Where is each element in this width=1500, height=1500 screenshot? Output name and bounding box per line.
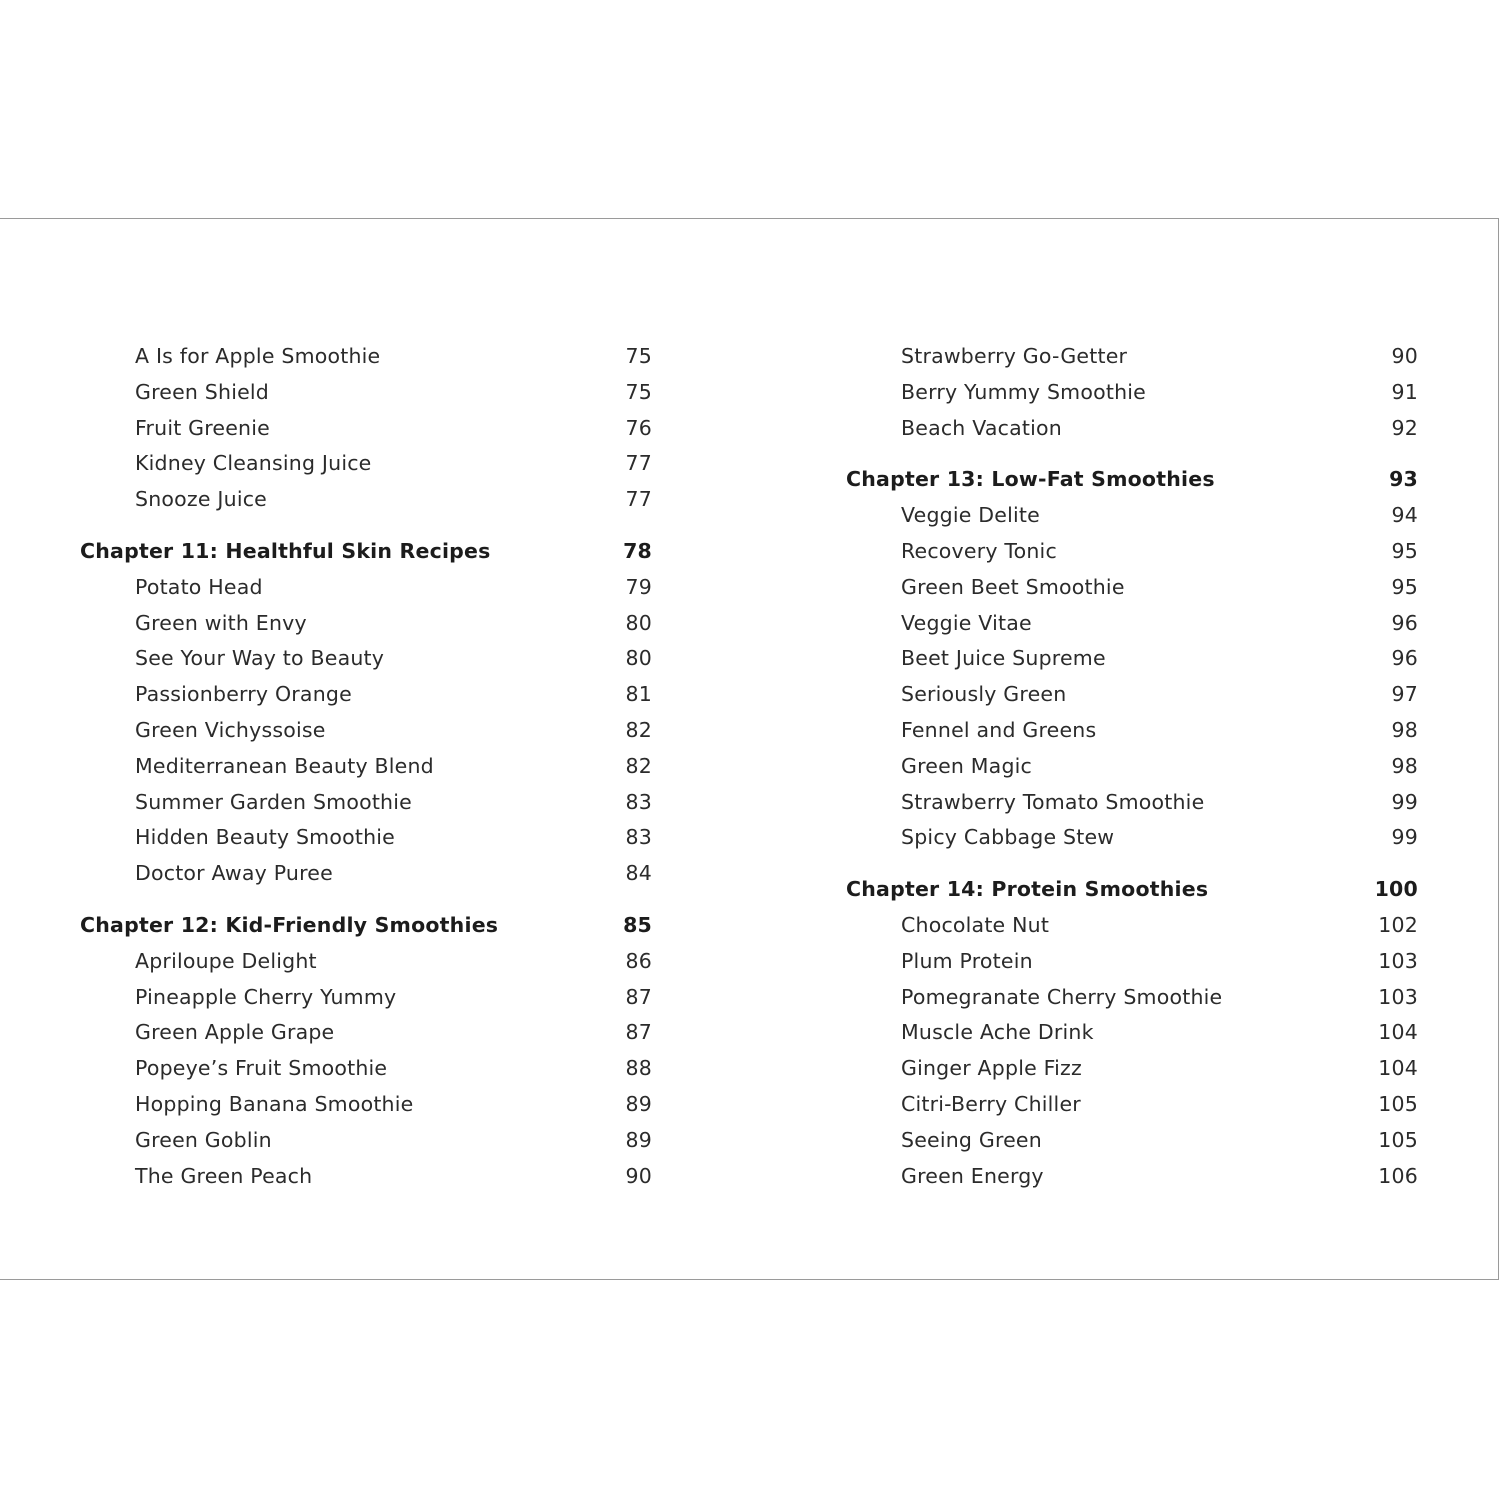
toc-entry	[846, 536, 1418, 566]
toc-entry	[80, 1017, 652, 1047]
toc-entry	[80, 1089, 652, 1119]
toc-spread	[0, 218, 1499, 1280]
chapter-heading	[80, 910, 652, 940]
entry-title: Passionberry Orange	[135, 682, 352, 707]
toc-entry	[846, 413, 1418, 443]
page-number: 83	[625, 825, 652, 850]
page-number: 90	[625, 1163, 652, 1188]
chapter-title: Chapter 14: Protein Smoothies	[846, 877, 1209, 902]
toc-entry	[846, 643, 1418, 673]
page-number: 77	[625, 451, 652, 476]
chapter-title: Chapter 13: Low-Fat Smoothies	[846, 467, 1215, 492]
entry-title: Strawberry Tomato Smoothie	[901, 789, 1205, 814]
toc-entry	[846, 982, 1418, 1012]
page-number: 99	[1391, 825, 1418, 850]
page-number: 90	[1391, 344, 1418, 368]
entry-title: The Green Peach	[135, 1163, 313, 1188]
entry-title: Ginger Apple Fizz	[901, 1056, 1082, 1081]
entry-title: Kidney Cleansing Juice	[135, 451, 372, 476]
entry-title: Veggie Delite	[901, 503, 1040, 528]
page-number: 89	[625, 1092, 652, 1116]
toc-entry	[80, 858, 652, 888]
page-number: 82	[625, 718, 652, 742]
entry-title: Fennel and Greens	[901, 718, 1097, 742]
entry-title: Citri-Berry Chiller	[901, 1092, 1081, 1116]
toc-entry	[80, 679, 652, 709]
toc-entry	[846, 822, 1418, 852]
entry-title: Doctor Away Puree	[135, 861, 333, 886]
page-number: 81	[625, 682, 652, 707]
page-number: 75	[625, 344, 652, 368]
toc-entry	[846, 608, 1418, 638]
page-number: 96	[1391, 646, 1418, 671]
toc-entry	[846, 1089, 1418, 1119]
page-number: 104	[1378, 1020, 1418, 1045]
page-number: 106	[1378, 1163, 1418, 1188]
page-number: 95	[1391, 539, 1418, 563]
entry-title: Chocolate Nut	[901, 913, 1050, 937]
toc-entry	[80, 448, 652, 478]
entry-title: Seriously Green	[901, 682, 1067, 707]
page-number: 105	[1378, 1127, 1418, 1152]
toc-entry	[846, 1125, 1418, 1155]
page-number: 75	[625, 379, 652, 404]
chapter-title: Chapter 12: Kid-Friendly Smoothies	[80, 913, 499, 937]
entry-title: Green Goblin	[135, 1127, 272, 1152]
entry-title: Potato Head	[135, 574, 263, 599]
toc-entry	[846, 679, 1418, 709]
toc-entry	[846, 1053, 1418, 1083]
toc-entry	[846, 500, 1418, 530]
toc-entry	[846, 1161, 1418, 1191]
toc-entry	[80, 715, 652, 745]
entry-title: Plum Protein	[901, 948, 1033, 973]
page-number: 79	[625, 574, 652, 599]
chapter-heading	[846, 874, 1418, 904]
page-number: 91	[1391, 379, 1418, 404]
toc-entry	[80, 643, 652, 673]
toc-entry	[80, 484, 652, 514]
page-number: 80	[625, 646, 652, 671]
page-number: 92	[1391, 415, 1418, 440]
entry-title: Green with Envy	[135, 610, 307, 635]
toc-entry	[846, 910, 1418, 940]
page-number: 96	[1391, 610, 1418, 635]
entry-title: Fruit Greenie	[135, 415, 270, 440]
entry-title: Apriloupe Delight	[135, 948, 317, 973]
toc-entry	[80, 608, 652, 638]
page-number: 80	[625, 610, 652, 635]
toc-entry	[846, 946, 1418, 976]
page-number: 103	[1378, 984, 1418, 1009]
page-number: 77	[625, 487, 652, 512]
page-number: 98	[1391, 753, 1418, 778]
entry-title: Recovery Tonic	[901, 539, 1057, 563]
entry-title: Pineapple Cherry Yummy	[135, 984, 397, 1009]
page-number: 104	[1378, 1056, 1418, 1081]
toc-entry	[846, 377, 1418, 407]
entry-title: Green Apple Grape	[135, 1020, 335, 1045]
page-number: 98	[1391, 718, 1418, 742]
page-number: 102	[1378, 913, 1418, 937]
toc-entry	[80, 822, 652, 852]
chapter-heading	[846, 464, 1418, 494]
page-number: 105	[1378, 1092, 1418, 1116]
page-number: 82	[625, 753, 652, 778]
toc-entry	[80, 572, 652, 602]
page-number: 88	[625, 1056, 652, 1081]
page-number: 85	[623, 913, 652, 937]
page-number: 89	[625, 1127, 652, 1152]
page-number: 87	[625, 984, 652, 1009]
page-number: 94	[1391, 503, 1418, 528]
entry-title: Muscle Ache Drink	[901, 1020, 1094, 1045]
toc-entry	[846, 341, 1418, 371]
toc-entry	[80, 946, 652, 976]
entry-title: Seeing Green	[901, 1127, 1042, 1152]
entry-title: Summer Garden Smoothie	[135, 789, 412, 814]
toc-entry	[80, 982, 652, 1012]
page-number: 100	[1374, 877, 1418, 902]
entry-title: Green Magic	[901, 753, 1033, 778]
toc-entry	[80, 751, 652, 781]
page-number: 86	[625, 948, 652, 973]
entry-title: Green Beet Smoothie	[901, 574, 1125, 599]
entry-title: Snooze Juice	[135, 487, 267, 512]
toc-entry	[846, 787, 1418, 817]
entry-title: See Your Way to Beauty	[135, 646, 385, 671]
toc-entry	[80, 1125, 652, 1155]
page-number: 76	[625, 415, 652, 440]
page-number: 99	[1391, 789, 1418, 814]
toc-entry	[846, 715, 1418, 745]
entry-title: A Is for Apple Smoothie	[135, 344, 381, 368]
entry-title: Green Shield	[135, 379, 270, 404]
entry-title: Hopping Banana Smoothie	[135, 1092, 414, 1116]
entry-title: Berry Yummy Smoothie	[901, 379, 1146, 404]
toc-entry	[846, 1017, 1418, 1047]
page-number: 87	[625, 1020, 652, 1045]
entry-title: Green Energy	[901, 1163, 1044, 1188]
toc-entry	[846, 572, 1418, 602]
entry-title: Mediterranean Beauty Blend	[135, 753, 434, 778]
page-number: 93	[1389, 467, 1418, 492]
chapter-title: Chapter 11: Healthful Skin Recipes	[80, 539, 491, 563]
toc-entry	[80, 1053, 652, 1083]
entry-title: Beach Vacation	[901, 415, 1062, 440]
page-number: 103	[1378, 948, 1418, 973]
entry-title: Veggie Vitae	[901, 610, 1032, 635]
page-number: 78	[623, 539, 652, 563]
entry-title: Pomegranate Cherry Smoothie	[901, 984, 1223, 1009]
page-number: 83	[625, 789, 652, 814]
page-number: 84	[625, 861, 652, 886]
toc-entry	[80, 1161, 652, 1191]
toc-entry	[80, 377, 652, 407]
toc-entry	[80, 787, 652, 817]
entry-title: Beet Juice Supreme	[901, 646, 1106, 671]
entry-title: Spicy Cabbage Stew	[901, 825, 1115, 850]
toc-entry	[846, 751, 1418, 781]
entry-title: Hidden Beauty Smoothie	[135, 825, 395, 850]
page-number: 95	[1391, 574, 1418, 599]
chapter-heading	[80, 536, 652, 566]
toc-entry	[80, 341, 652, 371]
entry-title: Green Vichyssoise	[135, 718, 326, 742]
entry-title: Popeye’s Fruit Smoothie	[135, 1056, 388, 1081]
entry-title: Strawberry Go-Getter	[901, 344, 1128, 368]
toc-entry	[80, 413, 652, 443]
page-number: 97	[1391, 682, 1418, 707]
